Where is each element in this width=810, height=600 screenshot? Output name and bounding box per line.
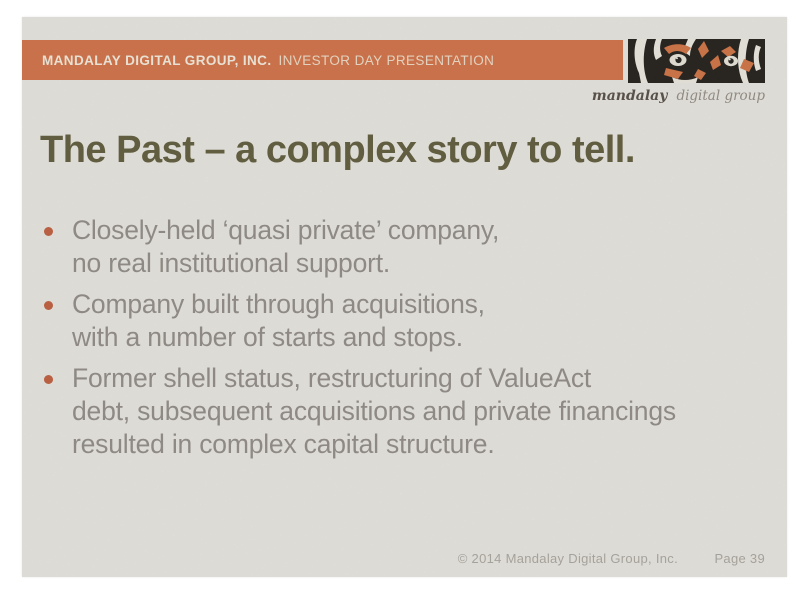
tiger-eyes-icon <box>628 39 765 83</box>
bullet-icon <box>44 301 53 310</box>
bullet-line: Closely-held ‘quasi private’ company, <box>72 215 500 245</box>
logo-wordmark-light: digital group <box>676 88 765 104</box>
logo-wordmark <box>525 85 765 104</box>
header-bar <box>22 40 623 80</box>
tiger-logo-image <box>628 39 765 83</box>
bullet-line: Former shell status, restructuring of ValueAct <box>72 363 592 393</box>
footer-page-number: Page 39 <box>714 551 765 566</box>
list-item <box>40 362 755 461</box>
header-brand-text: MANDALAY DIGITAL GROUP, INC. <box>42 52 272 68</box>
bullet-list <box>40 214 755 469</box>
bullet-line: with a number of starts and stops. <box>72 322 463 352</box>
list-item <box>40 214 755 280</box>
logo-wordmark-bold: mandalay <box>591 88 668 104</box>
footer-copyright: © 2014 Mandalay Digital Group, Inc. <box>457 551 678 566</box>
presentation-slide <box>22 17 787 577</box>
bullet-line: no real institutional support. <box>72 248 391 278</box>
bullet-line: resulted in complex capital structure. <box>72 429 495 459</box>
page-title: The Past – a complex story to tell. <box>40 129 635 172</box>
bullet-icon <box>44 227 53 236</box>
bullet-line: Company built through acquisitions, <box>72 289 485 319</box>
bullet-line: debt, subsequent acquisitions and private financings <box>72 396 676 426</box>
header-subtitle-text: INVESTOR DAY PRESENTATION <box>278 52 495 68</box>
bullet-icon <box>44 375 53 384</box>
list-item <box>40 288 755 354</box>
